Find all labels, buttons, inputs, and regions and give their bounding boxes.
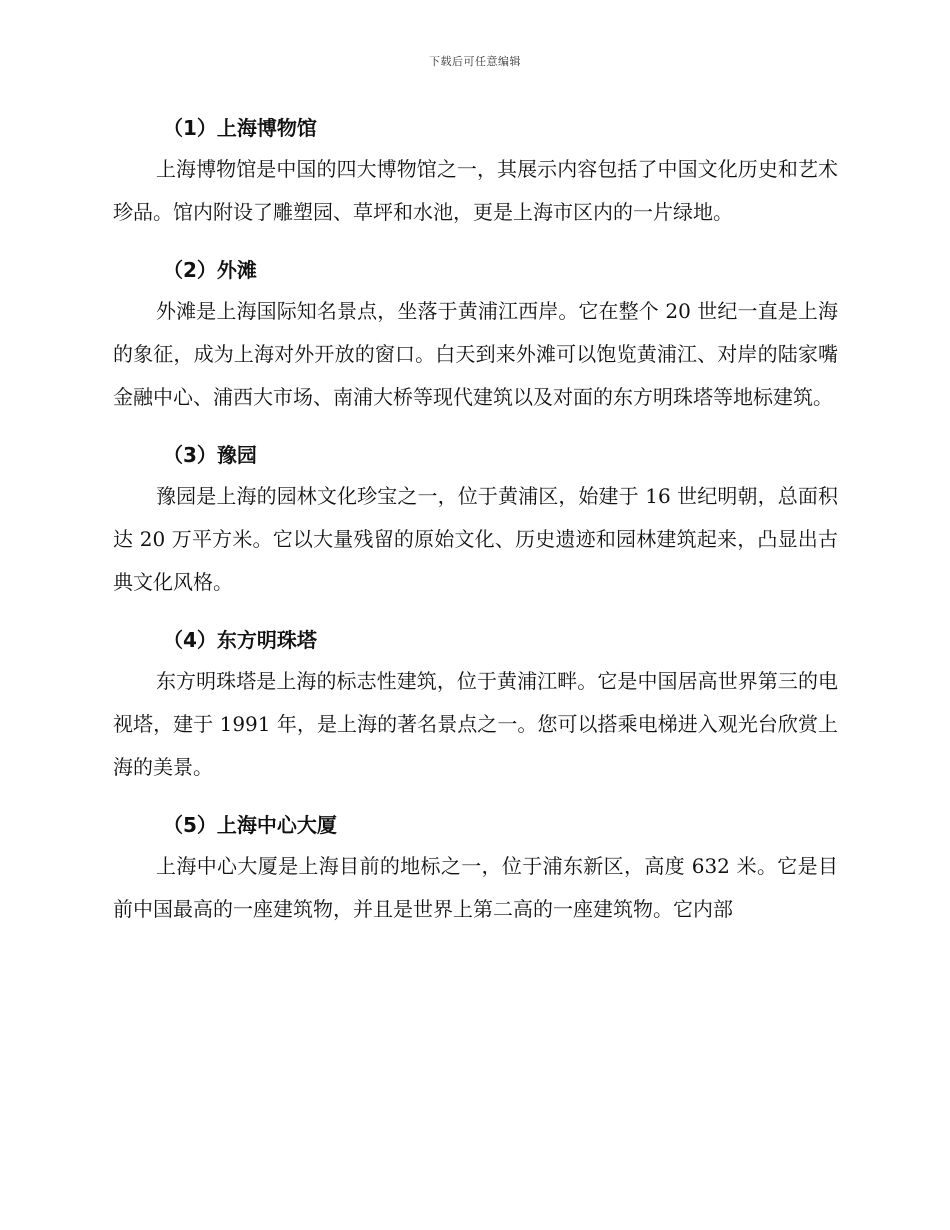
section-heading-the-bund: （2）外滩 <box>163 258 257 282</box>
section-heading-shanghai-tower: （5）上海中心大厦 <box>163 813 337 837</box>
section-heading-oriental-pearl-tower: （4）东方明珠塔 <box>163 628 317 652</box>
section-body-yu-garden: 豫园是上海的园林文化珍宝之一，位于黄浦区，始建于 16 世纪明朝，总面积达 20 万平方米。它以大量残留的原始文化、历史遗迹和园林建筑起来，凸显出古典文化风格。 <box>113 484 838 594</box>
section-heading-shanghai-museum: （1）上海博物馆 <box>163 116 317 140</box>
document-body <box>113 108 838 947</box>
section-body-the-bund: 外滩是上海国际知名景点，坐落于黄浦江西岸。它在整个 20 世纪一直是上海的象征，成为上海对外开放的窗口。白天到来外滩可以饱览黄浦江、对岸的陆家嘴金融中心、浦西大市场、南浦大桥等现代建筑以及对面的东方明珠塔等地标建筑。 <box>113 299 838 409</box>
section-body-shanghai-museum: 上海博物馆是中国的四大博物馆之一，其展示内容包括了中国文化历史和艺术珍品。馆内附设了雕塑园、草坪和水池，更是上海市区内的一片绿地。 <box>113 157 838 224</box>
section-body-oriental-pearl-tower: 东方明珠塔是上海的标志性建筑，位于黄浦江畔。它是中国居高世界第三的电视塔，建于 1991 年，是上海的著名景点之一。您可以搭乘电梯进入观光台欣赏上海的美景。 <box>113 669 838 779</box>
section-body-shanghai-tower: 上海中心大厦是上海目前的地标之一，位于浦东新区，高度 632 米。它是目前中国最高的一座建筑物，并且是世界上第二高的一座建筑物。它内部 <box>113 854 838 921</box>
page-header: 下载后可任意编辑 <box>429 55 521 68</box>
section-heading-yu-garden: （3）豫园 <box>163 443 257 467</box>
